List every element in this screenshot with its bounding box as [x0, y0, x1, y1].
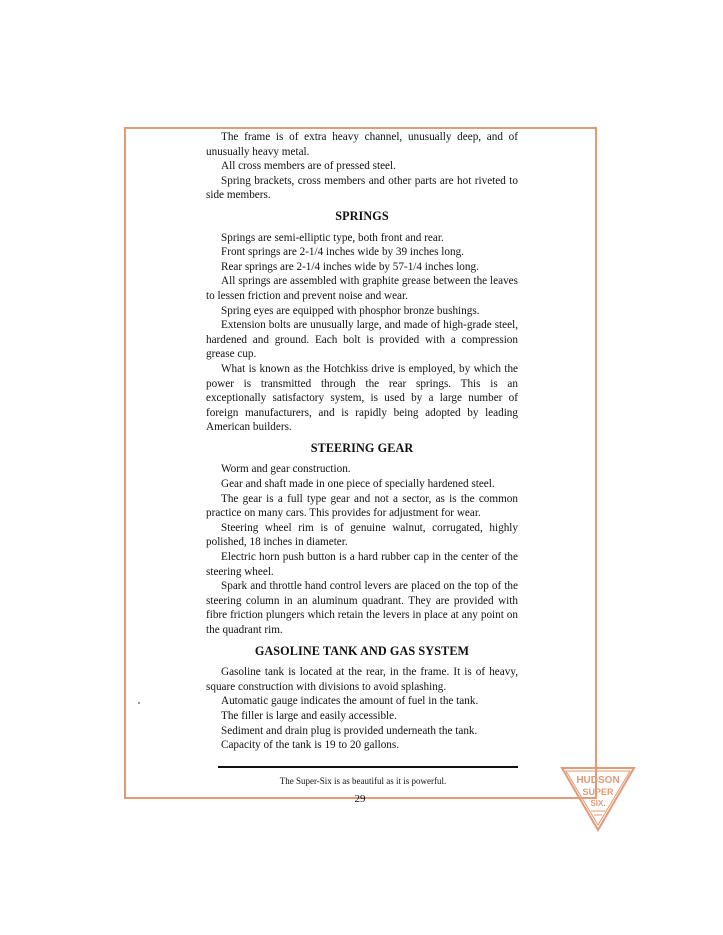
paragraph: The gear is a full type gear and not a sector, as is the common practice on many cars. This provides for adjustment for wear.: [206, 492, 518, 520]
paragraph: All springs are assembled with graphite grease between the leaves to lessen friction and prevent noise and wear.: [206, 275, 518, 302]
paragraph: Front springs are 2-1/4 inches wide by 39 inches long.: [221, 246, 464, 259]
footer-rule: [218, 766, 518, 768]
section-heading-gasoline-tank: GASOLINE TANK AND GAS SYSTEM: [254, 643, 470, 658]
page-body: [206, 130, 518, 753]
paragraph: Gear and shaft made in one piece of specially hardened steel.: [221, 478, 495, 491]
paragraph: Sediment and drain plug is provided underneath the tank.: [221, 724, 478, 737]
paragraph: The filler is large and easily accessible.: [221, 709, 397, 722]
hudson-super-six-logo: [560, 766, 636, 832]
paragraph: Spring brackets, cross members and other parts are hot riveted to side members.: [206, 174, 518, 202]
logo-line-1: HUDSON: [576, 775, 620, 786]
section-heading-steering-gear: STEERING GEAR: [310, 440, 414, 455]
paragraph: Capacity of the tank is 19 to 20 gallons.: [221, 739, 400, 752]
section-heading-springs: SPRINGS: [335, 208, 389, 223]
paragraph: Rear springs are 2-1/4 inches wide by 57-1/4 inches long.: [221, 260, 479, 273]
paragraph: Electric horn push button is a hard rubber cap in the center of the steering wheel.: [206, 551, 518, 578]
logo-line-2: SUPER: [582, 787, 614, 797]
footer-caption: The Super-Six is as beautiful as it is powerful.: [279, 776, 447, 786]
paragraph: The frame is of extra heavy channel, unusually deep, and of unusually heavy metal.: [206, 131, 518, 158]
scan-speck: [138, 702, 140, 704]
paragraph: Springs are semi-elliptic type, both front and rear.: [221, 231, 444, 244]
paragraph: Worm and gear construction.: [221, 463, 351, 476]
paragraph: Extension bolts are unusually large, and made of high-grade steel, hardened and ground. Each bolt is provided with a compression grease cup.: [206, 319, 518, 361]
paragraph: Gasoline tank is located at the rear, in the frame. It is of heavy, square construction with divisions to avoid splashing.: [206, 666, 518, 693]
paragraph: Steering wheel rim is of genuine walnut, corrugated, highly polished, 18 inches in diameter.: [206, 521, 518, 549]
paragraph: Spring eyes are equipped with phosphor bronze bushings.: [221, 304, 480, 317]
paragraph: Spark and throttle hand control levers are placed on the top of the steering column in an aluminum quadrant. They are provided with fibre friction plungers which retain the levers in place at any point on the quadrant rim.: [206, 580, 518, 636]
paragraph: Automatic gauge indicates the amount of fuel in the tank.: [221, 695, 479, 708]
hudson-triangle-emblem: [560, 766, 636, 832]
paragraph: What is known as the Hotchkiss drive is employed, by which the power is transmitted through the rear springs. This is an exceptionally satisfactory system, is used by a large number of foreign manufacturers, and is rapidly being adopted by leading American builders.: [206, 362, 518, 434]
logo-line-3: SIX.: [590, 799, 606, 808]
paragraph: All cross members are of pressed steel.: [221, 160, 396, 173]
page-number: 29: [354, 793, 366, 805]
